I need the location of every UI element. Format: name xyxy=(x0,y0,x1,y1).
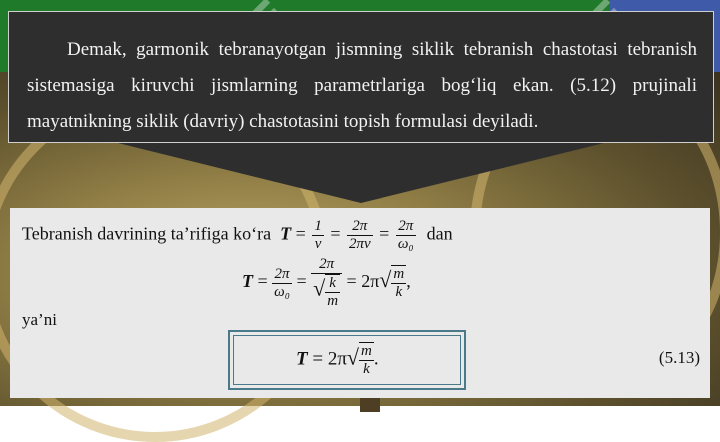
square-root: √ $\frac{m}{k}$ xyxy=(379,266,405,300)
fraction: $\frac{2\pi}{\text{ω₀}}$ xyxy=(274,265,290,300)
equals-two-pi: = 2π xyxy=(346,271,380,292)
symbol-T: T xyxy=(296,348,308,370)
square-root: √ $\frac{m}{k}$ xyxy=(346,343,372,377)
callout-arrow xyxy=(118,143,604,203)
boxed-formula: T = 2π√ $\frac{m}{k}$ . xyxy=(228,330,466,390)
equals-sign: = xyxy=(330,223,341,244)
symbol-T: T xyxy=(242,271,253,292)
paragraph-text: Demak, garmonik tebranayotgan jismning siklik tebranish chastotasi tebranish sistemasiga kiruvchi jismlarning parametrlariga bog‘liq ekan. (5.12) prujinali mayatnikning siklik (davriy) chastotasini topish formulasi deyiladi. xyxy=(27,39,697,132)
square-root: √ $\frac{k}{m}$ xyxy=(313,275,339,309)
equals-sign: = xyxy=(295,223,306,244)
fraction: $\frac{2\pi}{2\pi\nu}$ xyxy=(348,218,371,252)
text-callout-box xyxy=(8,11,714,143)
equals-sign: = xyxy=(379,223,390,244)
fraction: $\frac{1}{\nu}$ xyxy=(314,218,322,252)
symbol-T: T xyxy=(280,223,292,244)
formula-intro-text: Tebranish davrining ta’rifiga ko‘ra xyxy=(22,223,272,244)
formula-image-panel xyxy=(10,208,710,398)
equals-two-pi: = 2π xyxy=(312,348,347,370)
formula-row-2: T = $\frac{2\pi}{\text{ω₀}}$ = 2π √ $\frac{k}{m}$ = 2π√ $\frac{m}{k}$ , xyxy=(242,256,411,309)
equals-sign: = xyxy=(296,271,307,292)
formula-row-1 xyxy=(22,218,453,253)
formula-intro-suffix: dan xyxy=(426,223,453,244)
fraction: 2π √ $\frac{k}{m}$ xyxy=(311,256,342,310)
yani-label: ya’ni xyxy=(22,310,57,329)
equals-sign: = xyxy=(257,271,268,292)
fraction: $\frac{2\pi}{\text{ω₀}}$ xyxy=(397,218,414,252)
equation-number: (5.13) xyxy=(658,348,700,367)
